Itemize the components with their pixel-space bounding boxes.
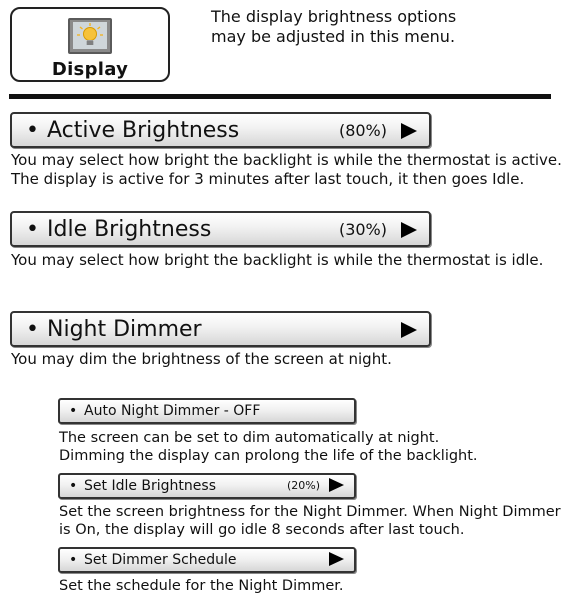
bullet: • [26,317,39,342]
idle-brightness-label: Idle Brightness [47,217,212,242]
play-arrow-icon [329,552,344,566]
display-button-label: Display [51,59,129,80]
idle-brightness-button[interactable] [10,211,431,247]
set-dimmer-schedule-desc [59,577,344,595]
active-brightness-label: Active Brightness [47,118,240,143]
auto-night-dimmer-desc-line-1: The screen can be set to dim automatically at night. [59,430,440,446]
idle-brightness-desc [11,251,543,270]
set-idle-brightness-button[interactable] [58,473,356,499]
active-brightness-desc [11,151,562,189]
bullet: • [69,478,78,494]
set-dimmer-schedule-label: Set Dimmer Schedule [84,552,237,568]
display-button[interactable] [10,7,170,82]
auto-night-dimmer-desc [59,429,478,465]
auto-night-dimmer-desc-line-2: Dimming the display can prolong the life of the backlight. [59,448,478,464]
idle-brightness-value: (30%) [338,220,387,239]
set-dimmer-schedule-desc-line-1: Set the schedule for the Night Dimmer. [59,578,344,594]
set-idle-brightness-value: (20%) [286,479,320,492]
bullet: • [69,403,78,419]
play-arrow-icon [401,222,417,238]
intro-line-2: may be adjusted in this menu. [211,27,456,46]
active-brightness-value: (80%) [338,121,387,140]
set-idle-brightness-desc [59,503,561,539]
bullet: • [69,552,78,568]
night-dimmer-label: Night Dimmer [47,317,202,342]
set-idle-brightness-desc-line-2: is On, the display will go idle 8 seconds after last touch. [59,522,465,538]
section-divider [9,94,551,99]
set-idle-brightness-desc-line-1: Set the screen brightness for the Night Dimmer. When Night Dimmer [59,504,561,520]
active-brightness-desc-line-1: You may select how bright the backlight is while the thermostat is active. [11,151,562,169]
display-lightbulb-icon [67,17,113,55]
intro-line-1: The display brightness options [211,7,457,26]
night-dimmer-desc-line-1: You may dim the brightness of the screen at night. [11,350,392,368]
set-dimmer-schedule-button[interactable] [58,547,356,573]
play-arrow-icon [401,322,417,338]
play-arrow-icon [329,478,344,492]
idle-brightness-desc-line-1: You may select how bright the backlight is while the thermostat is idle. [11,251,544,269]
intro-text [211,7,571,47]
auto-night-dimmer-button[interactable] [58,398,356,424]
bullet: • [26,217,39,242]
active-brightness-button[interactable] [10,112,431,148]
auto-night-dimmer-label: Auto Night Dimmer - OFF [84,403,261,419]
set-idle-brightness-label: Set Idle Brightness [84,478,216,494]
bullet: • [26,118,39,143]
night-dimmer-button[interactable] [10,311,431,347]
active-brightness-desc-line-2: The display is active for 3 minutes after last touch, it then goes Idle. [11,170,525,188]
night-dimmer-desc [11,350,392,369]
play-arrow-icon [401,123,417,139]
